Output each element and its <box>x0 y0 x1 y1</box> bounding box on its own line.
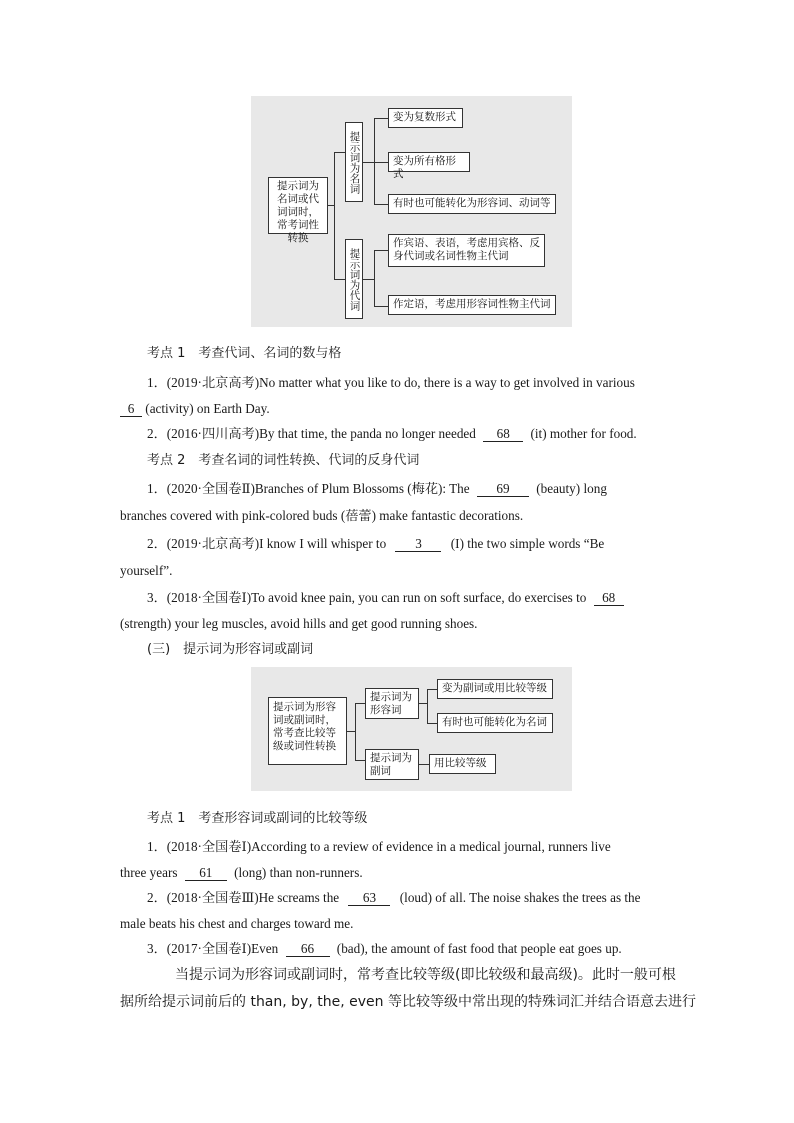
question-text: 2．(2016·四川高考)By that time, the panda no longer needed 68 (it) mother for food. <box>147 426 637 441</box>
answer-blank: 3 <box>395 537 441 552</box>
note-paragraph-line: 据所给提示词前后的 than, by, the, even 等比较等级中常出现的特殊词汇并结合语意去进行 <box>120 994 696 1010</box>
question-text: 6 (activity) on Earth Day. <box>120 400 270 418</box>
answer-blank: 69 <box>477 482 529 497</box>
diagram-leaf-attributive: 作定语，考虑用形容词性物主代词 <box>388 295 556 315</box>
answer-blank: 63 <box>348 891 390 906</box>
diagram-leaf-adverb-comparative: 变为副词或用比较等级 <box>437 679 553 699</box>
diagram-leaf-possessive: 变为所有格形式 <box>388 152 470 172</box>
question-text: 2．(2019·北京高考)I know I will whisper to 3 (I) the two simple words “Be <box>147 536 605 551</box>
diagram-leaf-noun-conversion: 有时也可能转化为名词 <box>437 713 553 733</box>
question-text: three years 61 (long) than non-runners. <box>120 865 363 880</box>
question-text: 3．(2018·全国卷Ⅰ)To avoid knee pain, you can run on soft surface, do exercises to 68 <box>147 589 624 607</box>
diagram-root-box: 提示词为名词或代词词时，常考词性转换 <box>268 177 328 234</box>
diagram-leaf-comparative: 用比较等级 <box>429 754 496 774</box>
diagram-branch-adverb: 提示词为副词 <box>365 749 419 780</box>
note-paragraph-line: 当提示词为形容词或副词时，常考查比较等级(即比较级和最高级)。此时一般可根 <box>175 967 676 983</box>
diagram-leaf-conversion: 有时也可能转化为形容词、动词等 <box>388 194 556 214</box>
question-text: branches covered with pink-colored buds (蓓蕾) make fantastic decorations. <box>120 508 524 523</box>
concept-diagram-noun-pronoun <box>251 96 572 327</box>
diagram-branch-adjective: 提示词为形容词 <box>365 688 419 719</box>
diagram-branch-noun: 提示词为名词 <box>345 122 363 202</box>
answer-blank: 6 <box>120 402 142 417</box>
question-text: 1．(2019·北京高考)No matter what you like to do, there is a way to get involved in various <box>147 375 635 390</box>
question-text: (strength) your leg muscles, avoid hills and get good running shoes. <box>120 616 478 631</box>
question-text: male beats his chest and charges toward me. <box>120 916 354 931</box>
section-heading-3: 考点 1 考查形容词或副词的比较等级 <box>147 811 368 826</box>
diagram-branch-pronoun: 提示词为代词 <box>345 239 363 319</box>
diagram-leaf-plural: 变为复数形式 <box>388 108 463 128</box>
section-heading-2: 考点 2 考查名词的词性转换、代词的反身代词 <box>147 453 420 468</box>
part-heading: (三) 提示词为形容词或副词 <box>147 642 314 657</box>
question-text: 1．(2018·全国卷Ⅰ)According to a review of evidence in a medical journal, runners live <box>147 839 611 854</box>
diagram-leaf-object-case: 作宾语、表语，考虑用宾格、反身代词或名词性物主代词 <box>388 234 545 267</box>
answer-blank: 61 <box>185 866 227 881</box>
question-text: 1．(2020·全国卷Ⅱ)Branches of Plum Blossoms (梅花): The 69 (beauty) long <box>147 481 607 496</box>
question-text: 2．(2018·全国卷Ⅲ)He screams the 63 (loud) of all. The noise shakes the trees as the <box>147 890 641 905</box>
answer-blank: 68 <box>483 427 523 442</box>
answer-blank: 66 <box>286 942 330 957</box>
question-text: yourself”. <box>120 563 173 578</box>
answer-blank: 68 <box>594 591 624 606</box>
concept-diagram-adjective-adverb <box>251 667 572 791</box>
section-heading-1: 考点 1 考查代词、名词的数与格 <box>147 346 342 361</box>
diagram-root-box: 提示词为形容词或副词时，常考查比较等级或词性转换 <box>268 697 347 765</box>
question-text: 3．(2017·全国卷Ⅰ)Even 66 (bad), the amount of fast food that people eat goes up. <box>147 941 622 956</box>
